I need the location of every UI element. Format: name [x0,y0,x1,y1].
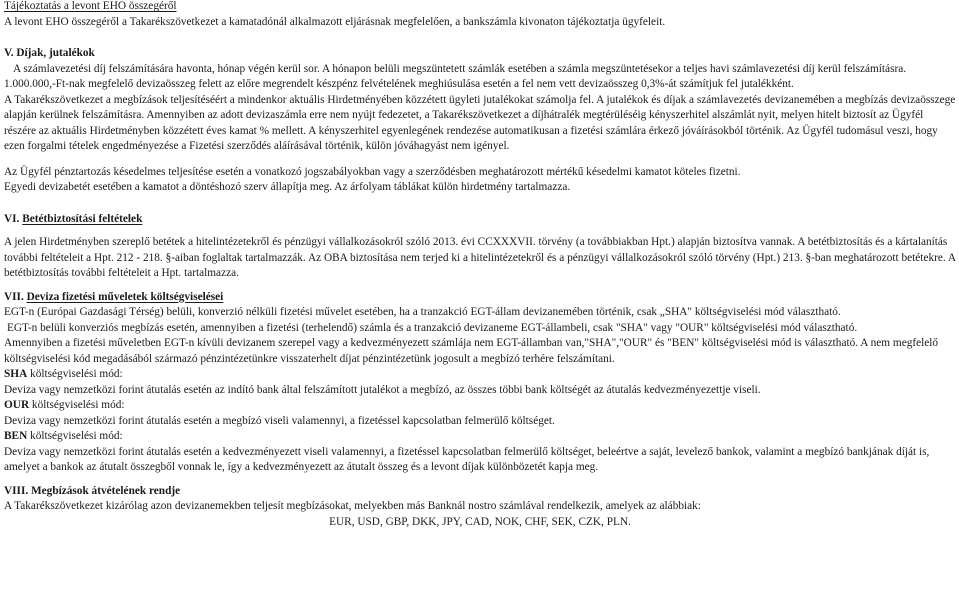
eho-info-link-text[interactable]: Tájékoztatás a levont EHO összegéről [4,0,177,12]
section-viii-heading [4,484,956,500]
spacer [4,30,956,46]
section-vii-number: VII. [4,290,24,303]
section-v-heading [4,46,956,62]
spacer [4,196,956,212]
eho-info-paragraph: A levont EHO összegéről a Takarékszövetkezet a kamatadónál alkalmazott eljárásnak megfelelően, a bankszámla kivonaton tájékoztatja ügyfeleit. [4,15,666,28]
section-viii-paragraph-1: A Takarékszövetkezet kizárólag azon devizanemekben teljesít megbízásokat, melyekben más Banknál nostro számlával rendelkezik, amelyek az alábbiak: [4,500,701,512]
document-page [4,0,956,530]
spacer [4,282,956,290]
section-v-paragraph-4: Az Ügyfél pénztartozás késedelmes teljesítése esetén a vonatkozó jogszabályokban vagy a szerződésben meghatározott mértékű késedelmi kamatot köteles fizetni. [4,165,741,178]
sha-mode-text: Deviza vagy nemzetközi forint átutalás esetén az indító bank által felszámított jutalékot a megbízó, az összes többi bank költségét az átutalás kedvezményezettje viseli. [4,383,761,396]
ben-mode-text: Deviza vagy nemzetközi forint átutalás esetén a kedvezményezett viseli valamennyi, a fizetéssel kapcsolatban felmerülő költséget, beleértve a saját, levelező bankok, valamint a megbízó bankjának díját is, amelyet a bankok az átutalt összegből vonnak le, így a kedvezményezett az átutalt összeg és a levont díjak különbözetét kapja meg. [4,445,930,473]
section-viii-number: VIII. [4,484,29,497]
section-vi-title: Betétbiztosítási feltételek [22,212,143,225]
sha-mode-heading [4,367,956,383]
section-vi-paragraph-1: A jelen Hirdetményben szereplő betétek a hitelintézetekről és pénzügyi vállalkozásokról szóló 2013. évi CCXXXVII. törvény (a továbbiakban Hpt.) alapján biztosítva vannak. A betétbiztosítás és a kártalanítás további feltételeit a Hpt. 212 - 218. §-aiban foglaltak tartalmazzák. Az OBA biztosítása nem terjed ki a hitelintézetekről és a pénzügyi vállalkozásokról szóló törvény (Hpt.) 213. §-ban meghatározott betétekre. A betétbiztosítás további feltételeit a Hpt. tartalmazza. [4,236,956,279]
section-v-paragraph-2: 1.000.000,-Ft-nak megfelelő devizaösszeg felett az előre megrendelt készpénz felvételének meghiúsulása esetén a fel nem vett devizaösszeg 0,3%-át számítjuk fel jutalékként. [4,78,794,90]
ben-label: költségviselési mód: [27,430,123,442]
section-vii-title: Deviza fizetési műveletek költségviselései [26,290,224,303]
section-v-paragraph-1: A számlavezetési díj felszámítására havonta, hónap végén kerül sor. A hónapon belüli megszüntetett számlák esetében a számla megszüntetésekor a teljes havi számlavezetési díj kerül felszámításra. [13,62,907,75]
ben-code: BEN [4,430,28,442]
our-code: OUR [4,399,30,411]
section-vii-paragraph-1: EGT-n (Európai Gazdasági Térség) belüli, konverzió nélküli fizetési művelet esetében, ha a tranzakció EGT-állam devizanemében történik, csak „SHA" költségviselési mód választható. [4,306,841,318]
section-viii-title: Megbízások átvételének rendje [31,484,181,497]
section-v-number: V. [4,47,14,59]
section-v-title: Díjak, jutalékok [16,47,95,59]
section-vii-paragraph-2: EGT-n belüli konverziós megbízás esetén, amennyiben a fizetési (terhelendő) számla és a tranzakció devizaneme EGT-állambeli, csak "SHA" vagy "OUR" költségviselési mód választható. [7,321,858,334]
ben-mode-heading [4,429,956,445]
sha-code: SHA [4,368,28,380]
currency-list: EUR, USD, GBP, DKK, JPY, CAD, NOK, CHF, SEK, CZK, PLN. [329,515,631,528]
our-label: költségviselési mód: [29,399,125,411]
section-vi-number: VI. [4,212,20,225]
section-v-paragraph-3: A Takarékszövetkezet a megbízások teljesítéséért a mindenkor aktuális Hirdetményében közzétett ügyleti jutalékokat számolja fel. A jutalékok és díjak a számlavezetés devizanemében a megbízás devizaösszege alapján kerülnek felszámításra. Amennyiben az adott devizaszámla erre nem nyújt fedezetet, a Takarékszövetkezet a díjhátralék megtérüléséig kényszerhitel alszámlát nyit, melyen hitelt biztosít az Ügyfél részére az aktuális Hirdetményben közzétett éves kamat % mellett. A kényszerhitel egyenlegének rendezése automatikusan a fizetési számlára érkező jóváírásokból történik. Az Ügyfél tudomásul veszi, hogy ezen forgalmi tételek engedményezése a Fizetési szerződés aláírásával történik, külön jóváhagyást nem igényel. [4,93,956,152]
our-mode-heading [4,398,956,414]
our-mode-text: Deviza vagy nemzetközi forint átutalás esetén a megbízó viseli valamennyi, a fizetéssel kapcsolatban felmerülő költséget. [4,414,555,427]
section-vi-heading [4,212,956,228]
sha-label: költségviselési mód: [27,368,123,380]
eho-info-link[interactable] [4,0,956,15]
section-v-paragraph-5: Egyedi devizabetét esetében a kamatot a döntéshozó szerv állapítja meg. Az árfolyam táblákat külön hirdetmény tartalmazza. [4,181,571,193]
spacer [4,155,956,165]
spacer [4,227,956,235]
spacer [4,476,956,484]
section-vii-heading [4,290,956,306]
section-vii-paragraph-3: Amennyiben a fizetési műveletben EGT-n kívüli devizanem szerepel vagy a kedvezményezett számlája nem EGT-államban van,"SHA","OUR" és "BEN" költségviselési mód is választható. A nem megfelelő költségviselési kód megadásából származó pénzintézetünkre visszaterhelt díjat pénzintézetünk jogosult a megbízó terhére felszámítani. [4,337,939,365]
